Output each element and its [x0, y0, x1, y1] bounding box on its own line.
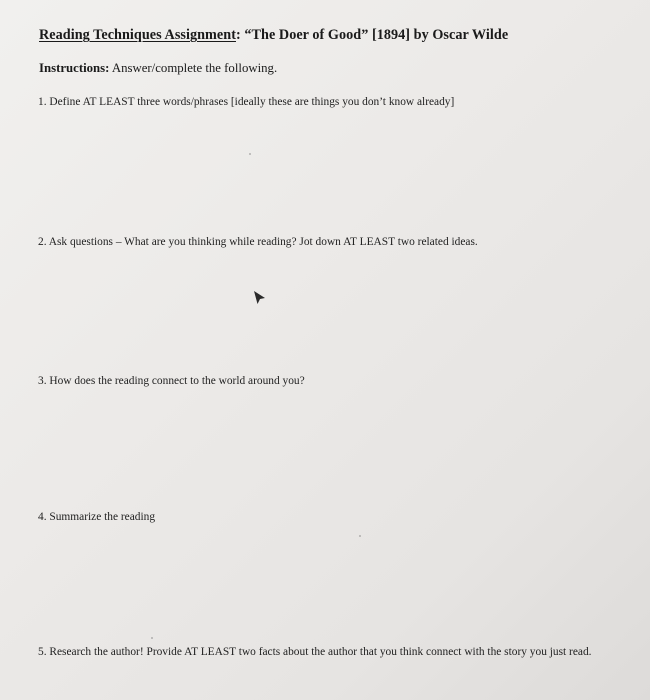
question-3: 3. How does the reading connect to the world around you? — [38, 375, 305, 387]
title-assignment-name: Reading Techniques Assignment — [39, 27, 236, 43]
paper-speck — [359, 535, 361, 537]
paper-speck — [151, 637, 153, 639]
arrow-cursor-icon — [253, 290, 267, 306]
instructions-label: Instructions: — [39, 61, 110, 75]
question-2: 2. Ask questions – What are you thinking while reading? Jot down AT LEAST two related ideas. — [38, 236, 478, 248]
instructions-line — [39, 61, 277, 76]
paper-speck — [249, 153, 251, 155]
question-1: 1. Define AT LEAST three words/phrases [ideally these are things you don’t know already] — [38, 96, 455, 108]
question-5: 5. Research the author! Provide AT LEAST two facts about the author that you think connect with the story you just read. — [38, 646, 592, 658]
page-title — [39, 27, 508, 44]
instructions-text: Answer/complete the following. — [109, 61, 278, 75]
question-4: 4. Summarize the reading — [38, 511, 156, 523]
title-story-info: : “The Doer of Good” [1894] by Oscar Wilde — [235, 27, 509, 43]
